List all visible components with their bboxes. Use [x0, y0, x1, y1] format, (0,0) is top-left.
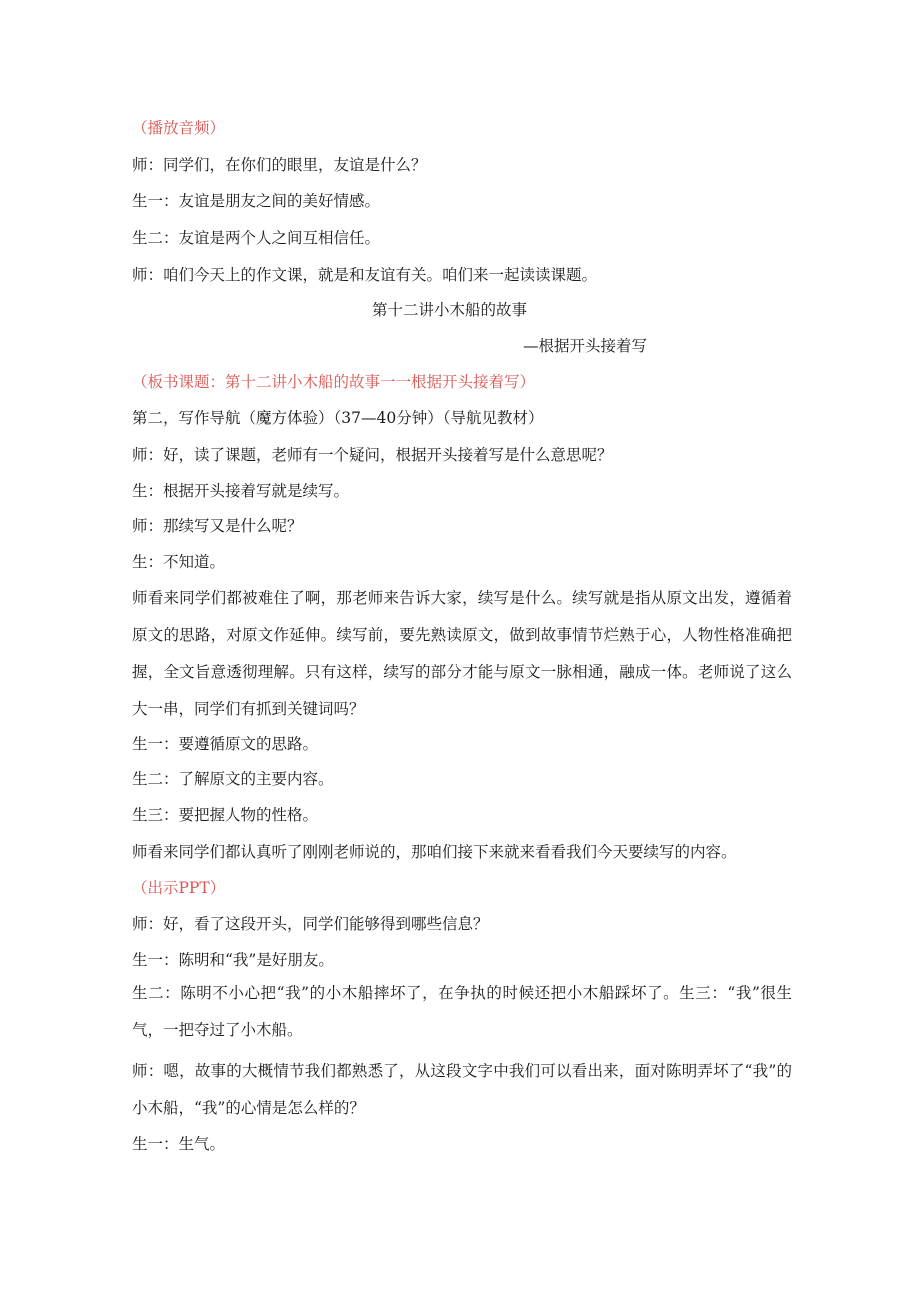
stage-note-play-audio: （播放音频） [132, 119, 226, 137]
dialogue-line: 生：根据开头接着写就是续写。 [132, 482, 350, 500]
dialogue-line: 生三：要把握人物的性格。 [132, 806, 319, 824]
stage-note-board-title: （板书课题：第十二讲小木船的故事一一根据开头接着写） [132, 373, 536, 391]
dialogue-line: 师：好，读了课题，老师有一个疑问，根据开头接着写是什么意思呢？ [132, 446, 613, 464]
dialogue-paragraph: 师看来同学们都被难住了啊，那老师来告诉大家，续写是什么。续写就是指从原文出发，遵循着原文的思路，对原文作延伸。续写前，要先熟读原文，做到故事情节烂熟于心，人物性格准确把握，全文旨意透彻理解。只有这样，续写的部分才能与原文一脉相通，融成一体。老师说了这么大一串，同学们有抓到关键词吗？ [132, 589, 792, 718]
dialogue-line: 师看来同学们都认真听了刚刚老师说的，那咱们接下来就来看看我们今天要续写的内容。 [132, 843, 737, 861]
dialogue-line: 师：同学们，在你们的眼里，友谊是什么？ [132, 156, 427, 174]
dialogue-line: 师：咱们今天上的作文课，就是和友谊有关。咱们来一起读读课题。 [132, 266, 598, 284]
dialogue-line: 生：不知道。 [132, 553, 226, 571]
dialogue-line: 生一：要遵循原文的思路。 [132, 735, 319, 753]
dialogue-line: 生一：生气。 [132, 1135, 226, 1153]
dialogue-line: 生一：友谊是朋友之间的美好情感。 [132, 192, 381, 210]
section-heading: 第二，写作导航（魔方体验）（37—40分钟）（导航见教材） [132, 409, 544, 427]
dialogue-line: 师：好，看了这段开头，同学们能够得到哪些信息？ [132, 915, 489, 933]
dialogue-paragraph: 生二：陈明不小心把“我”的小木船摔坏了，在争执的时候还把小木船踩坏了。生三：“我”很生气，一把夺过了小木船。 [132, 984, 792, 1039]
dialogue-line: 生二：友谊是两个人之间互相信任。 [132, 229, 381, 247]
lesson-title: 第十二讲小木船的故事 [372, 301, 528, 319]
dialogue-line: 生二：了解原文的主要内容。 [132, 770, 334, 788]
dialogue-line: 师：那续写又是什么呢？ [132, 517, 303, 535]
stage-note-show-ppt: （出示PPT） [132, 879, 226, 897]
dialogue-paragraph: 师：嗯，故事的大概情节我们都熟悉了，从这段文字中我们可以看出来，面对陈明弄坏了“我”的小木船，“我”的心情是怎么样的？ [132, 1062, 792, 1117]
dialogue-line: 生一：陈明和“我”是好朋友。 [132, 951, 334, 969]
lesson-subtitle: —根据开头接着写 [523, 337, 648, 355]
